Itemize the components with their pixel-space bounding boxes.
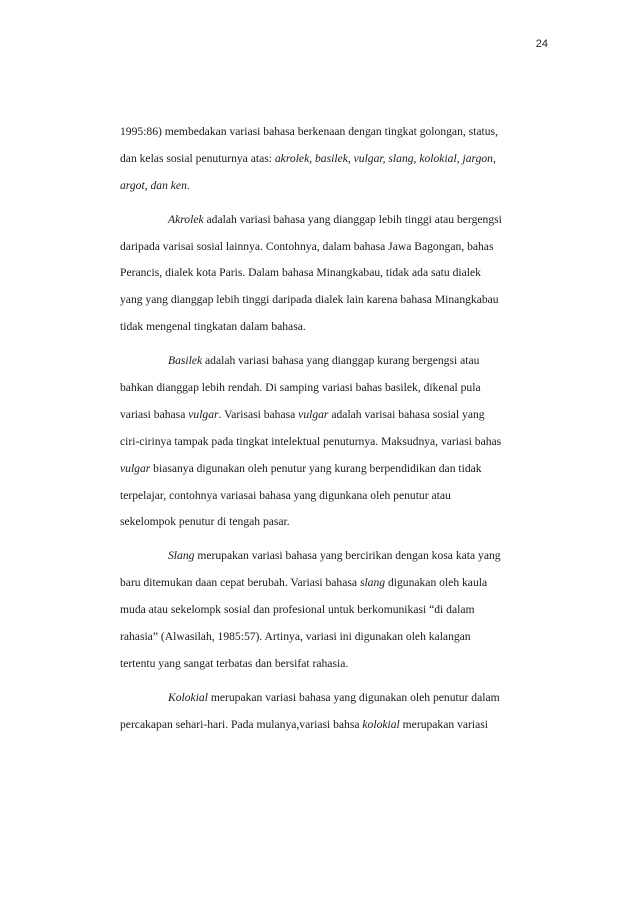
text-run: . — [186, 178, 190, 192]
paragraph-gap — [120, 678, 540, 685]
paragraph-gap — [120, 536, 540, 543]
text-run: baru ditemukan daan cepat berubah. Variasi bahasa — [120, 576, 360, 590]
text-line — [120, 314, 540, 341]
page-number: 24 — [535, 38, 548, 50]
italic-term: Slang — [168, 549, 195, 563]
text-line — [120, 597, 540, 624]
italic-term: Akrolek — [168, 212, 204, 226]
text-run: adalah varisai bahasa sosial yang — [328, 407, 485, 421]
text-run: tidak mengenal tingkatan dalam bahasa. — [120, 320, 306, 334]
italic-term: vulgar — [298, 407, 329, 421]
text-line — [120, 509, 540, 536]
text-line — [120, 712, 540, 739]
text-run: bahkan dianggap lebih rendah. Di samping variasi bahas basilek, dikenal pula — [120, 381, 481, 395]
italic-term: Kolokial — [168, 690, 208, 704]
text-line — [120, 260, 540, 287]
italic-term: argot, dan ken — [120, 178, 187, 192]
italic-term: vulgar — [120, 461, 151, 475]
text-run: dan kelas sosial penuturnya atas: — [120, 151, 275, 165]
text-line — [120, 207, 540, 234]
text-line — [120, 348, 540, 375]
paragraph — [120, 348, 540, 536]
text-run: merupakan variasi bahasa yang digunakan oleh penutur dalam — [207, 690, 500, 704]
text-line — [120, 429, 540, 456]
text-run: digunakan oleh kaula — [385, 576, 488, 590]
text-run: 1995:86) membedakan variasi bahasa berkenaan dengan tingkat golongan, status, — [120, 125, 498, 138]
paragraph — [120, 543, 540, 677]
text-run: ciri-cirinya tampak pada tingkat intelektual penuturnya. Maksudnya, variasi bahas — [120, 434, 502, 448]
italic-term: slang — [359, 576, 386, 590]
paragraph — [120, 119, 540, 200]
text-line — [120, 287, 540, 314]
text-line — [120, 570, 540, 597]
text-line — [120, 651, 540, 678]
text-run: . Varisasi bahasa — [218, 407, 299, 421]
text-run: rahasia” (Alwasilah, 1985:57). Artinya, variasi ini digunakan oleh kalangan — [120, 630, 471, 644]
text-run: adalah variasi bahasa yang dianggap lebih tinggi atau bergengsi — [203, 212, 502, 226]
italic-term: Basilek — [168, 354, 203, 368]
paragraph-gap — [120, 200, 540, 207]
text-line — [120, 456, 540, 483]
text-line — [120, 234, 540, 261]
text-run: percakapan sehari-hari. Pada mulanya,variasi bahsa — [120, 717, 363, 731]
paragraph — [120, 207, 540, 341]
paragraph-gap — [120, 341, 540, 348]
text-line — [120, 375, 540, 402]
text-line — [120, 624, 540, 651]
text-run: merupakan variasi bahasa yang bercirikan dengan kosa kata yang — [194, 549, 501, 563]
paragraph — [120, 685, 540, 739]
text-run: biasanya digunakan oleh penutur yang kurang berpendidikan dan tidak — [150, 461, 482, 475]
text-run: muda atau sekelompk sosial dan profesional untuk berkomunikasi “di dalam — [120, 603, 475, 617]
italic-term: kolokial — [362, 717, 400, 731]
text-line — [120, 483, 540, 510]
text-run: adalah variasi bahasa yang dianggap kurang bergengsi atau — [202, 354, 480, 368]
text-run: sekelompok penutur di tengah pasar. — [120, 515, 290, 529]
text-line — [120, 543, 540, 570]
text-line — [120, 119, 540, 146]
text-line — [120, 146, 540, 173]
text-run: Perancis, dialek kota Paris. Dalam bahasa Minangkabau, tidak ada satu dialek — [120, 266, 481, 280]
text-line — [120, 685, 540, 712]
text-run: terpelajar, contohnya variasai bahasa yang digunkana oleh penutur atau — [120, 488, 451, 502]
text-run: variasi bahasa — [120, 407, 189, 421]
text-run: yang yang dianggap lebih tinggi daripada dialek lain karena bahasa Minangkabau — [120, 293, 499, 307]
italic-term: akrolek, basilek, vulgar, slang, kolokial, jargon, — [274, 151, 496, 165]
document-body — [120, 119, 540, 739]
text-run: daripada varisai sosial lainnya. Contohnya, dalam bahasa Jawa Bagongan, bahas — [120, 239, 494, 253]
text-run: merupakan variasi — [399, 717, 488, 731]
text-line — [120, 402, 540, 429]
italic-term: vulgar — [188, 407, 219, 421]
text-run: tertentu yang sangat terbatas dan bersifat rahasia. — [120, 656, 349, 670]
text-line — [120, 173, 540, 200]
